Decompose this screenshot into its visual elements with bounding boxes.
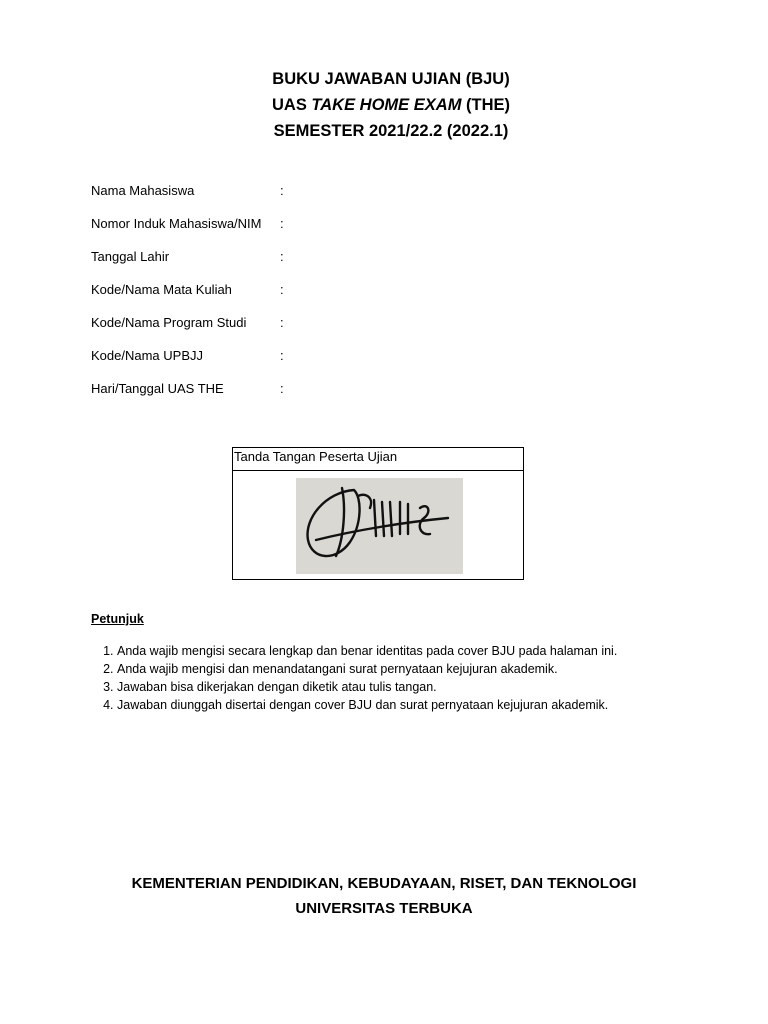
instructions-section — [91, 612, 711, 714]
field-nama — [91, 180, 491, 213]
university-name: UNIVERSITAS TERBUKA — [295, 900, 473, 917]
instructions-list — [91, 642, 711, 714]
field-label: Hari/Tanggal UAS THE — [91, 381, 224, 396]
instructions-title: Petunjuk — [91, 612, 144, 626]
field-nim — [91, 213, 491, 246]
title-line-2-italic: TAKE HOME EXAM — [311, 96, 462, 114]
field-separator: : — [280, 381, 284, 396]
signature-drawing — [296, 478, 463, 574]
identity-fields — [91, 180, 491, 411]
signature-label: Tanda Tangan Peserta Ujian — [233, 448, 523, 471]
field-label: Kode/Nama UPBJJ — [91, 348, 203, 363]
field-separator: : — [280, 348, 284, 363]
field-separator: : — [280, 183, 284, 198]
field-program-studi — [91, 312, 491, 345]
signature-box — [232, 447, 524, 580]
field-mata-kuliah — [91, 279, 491, 312]
document-title — [0, 66, 768, 144]
list-item: 3. Jawaban bisa dikerjakan dengan diketik atau tulis tangan. — [117, 678, 711, 696]
title-line-2-prefix: UAS — [271, 96, 312, 114]
field-label: Kode/Nama Program Studi — [91, 315, 247, 330]
signature-image — [296, 478, 463, 574]
field-upbjj — [91, 345, 491, 378]
field-separator: : — [280, 282, 284, 297]
title-line-1: BUKU JAWABAN UJIAN (BJU) — [272, 70, 510, 88]
field-separator: : — [280, 249, 284, 264]
list-item: 2. Anda wajib mengisi dan menandatangani surat pernyataan kejujuran akademik. — [117, 660, 711, 678]
title-line-2-suffix: (THE) — [461, 96, 511, 114]
institution-footer — [0, 872, 768, 922]
list-item: 1. Anda wajib mengisi secara lengkap dan benar identitas pada cover BJU pada halaman ini. — [117, 642, 711, 660]
field-label: Kode/Nama Mata Kuliah — [91, 282, 232, 297]
title-line-2 — [0, 92, 768, 118]
field-label: Nama Mahasiswa — [91, 183, 195, 198]
ministry-name — [0, 872, 768, 896]
list-item: 4. Jawaban diunggah disertai dengan cover BJU dan surat pernyataan kejujuran akademik. — [117, 696, 711, 714]
field-separator: : — [280, 216, 284, 231]
field-separator: : — [280, 315, 284, 330]
title-line-3: SEMESTER 2021/22.2 (2022.1) — [273, 122, 509, 140]
field-tanggal-uas — [91, 378, 491, 411]
field-label: Nomor Induk Mahasiswa/NIM — [91, 216, 262, 231]
ministry-name-part-2: RISET, DAN TEKNOLOGI — [459, 875, 637, 892]
ministry-name-part-1: KEMENTERIAN PENDIDIKAN, KEBUDAYAAN, — [131, 875, 460, 892]
field-tanggal-lahir — [91, 246, 491, 279]
field-label: Tanggal Lahir — [91, 249, 170, 264]
